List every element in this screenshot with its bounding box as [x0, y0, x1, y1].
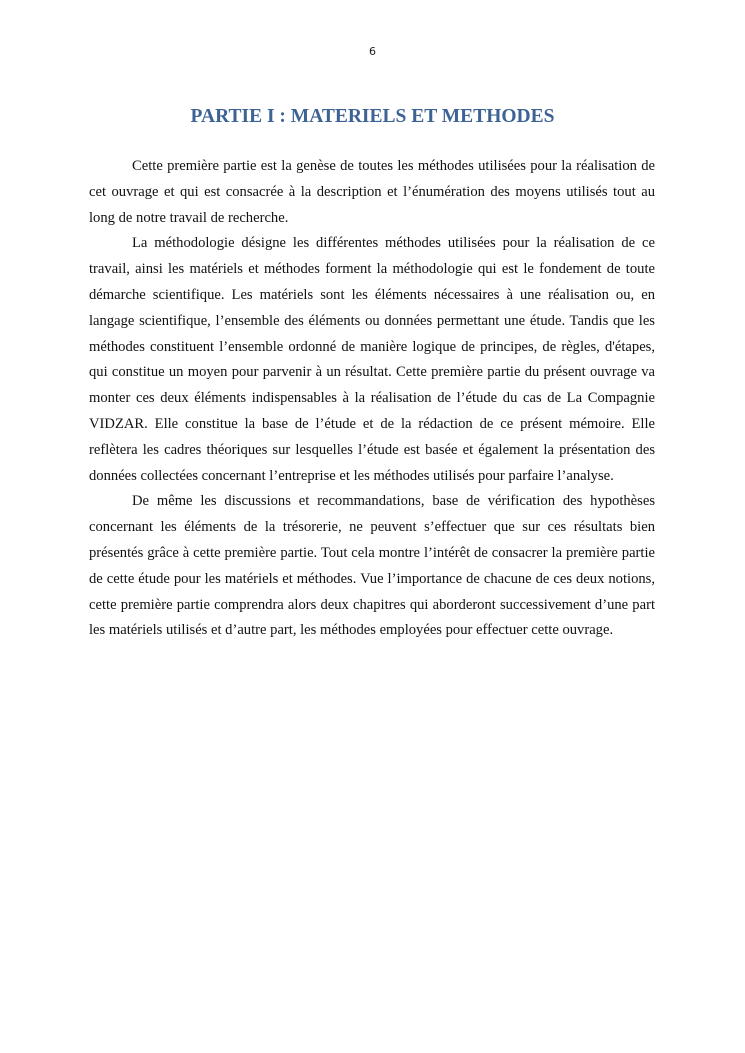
paragraph-methodology: La méthodologie désigne les différentes méthodes utilisées pour la réalisation de ce travail, ainsi les matériels et méthodes forment la méthodologie qui est le fondement de toute démarche scientifique. Les matériels sont les éléments nécessaires à une réalisation ou, en langage scientifique, l’ensemble des éléments ou données permettant une étude. Tandis que les méthodes constituent l’ensemble ordonné de manière logique de principes, de règles, d'étapes, qui constitue un moyen pour parvenir à un résultat. Cette première partie du présent ouvrage va monter ces deux éléments indispensables à la réalisation de l’étude du cas de La Compagnie VIDZAR. Elle constitue la base de l’étude et de la rédaction de ce présent mémoire. Elle reflètera les cadres théoriques sur lesquelles l’étude est basée et également la présentation des données collectées concernant l’entreprise et les méthodes utilisés pour parfaire l’analyse.: [89, 235, 655, 484]
paragraph-discussion: De même les discussions et recommandations, base de vérification des hypothèses concernant les éléments de la trésorerie, ne peuvent s’effectuer que sur ces résultats bien présentés grâce à cette première partie. Tout cela montre l’intérêt de consacrer la première partie de cette étude pour les matériels et méthodes. Vue l’importance de chacune de ces deux notions, cette première partie comprendra alors deux chapitres qui aborderont successivement d’une part les matériels utilisés et d’autre part, les méthodes employées pour effectuer cette ouvrage.: [89, 493, 655, 639]
paragraph-intro: Cette première partie est la genèse de toutes les méthodes utilisées pour la réalisation de cet ouvrage et qui est consacrée à la description et l’énumération des moyens utilisés tout au long de notre travail de recherche.: [89, 158, 655, 226]
body-text: [89, 154, 655, 644]
page-number: 6: [369, 45, 376, 58]
section-title: PARTIE I : MATERIELS ET METHODES: [190, 106, 555, 127]
